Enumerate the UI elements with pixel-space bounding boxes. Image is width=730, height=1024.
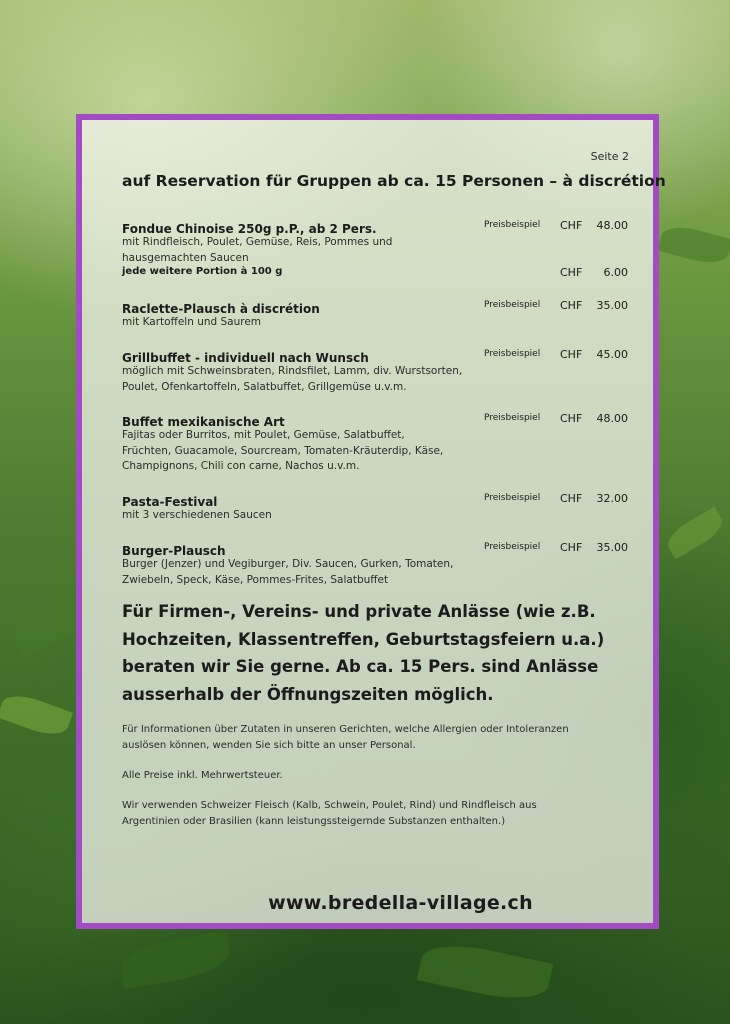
meat-origin-note: Wir verwenden Schweizer Fleisch (Kalb, Schwein, Poulet, Rind) und Rindfleisch aus Argentinien oder Brasilien (kann leistungssteigernde Substanzen enthalten.) [122,800,537,827]
item-title: Fondue Chinoise 250g p.P., ab 2 Pers. [122,222,377,236]
item-header [122,218,628,235]
item-header [122,347,628,364]
page-title: auf Reservation für Gruppen ab ca. 15 Personen – à discrétion [122,172,666,190]
item-description: mit 3 verschiedenen Saucen [122,509,272,521]
menu-item-pasta-festival [122,491,628,524]
item-title: Burger-Plausch [122,544,226,558]
extra-portion-price: 6.00 [603,266,628,279]
item-description: Burger (Jenzer) und Vegiburger, Div. Saucen, Gurken, Tomaten, Zwiebeln, Speck, Käse, Pommes-Frites, Salatbuffet [122,558,454,586]
price-example-label: Preisbeispiel [484,349,541,359]
price-example-label: Preisbeispiel [484,300,541,310]
leaf-decoration [657,221,730,268]
menu-item-burger-plausch [122,540,628,588]
leaf-decoration [417,937,553,1007]
item-header [122,540,628,557]
item-title: Buffet mexikanische Art [122,415,285,429]
allergy-note: Für Informationen über Zutaten in unseren Gerichten, welche Allergien oder Intoleranzen auslösen können, wenden Sie sich bitte an unser Personal. [122,724,569,751]
menu-panel [76,114,666,929]
item-price: 48.00 [596,219,628,232]
currency-label: CHF [560,348,583,361]
menu-item-mexican-buffet [122,411,628,475]
item-description: möglich mit Schweinsbraten, Rindsfilet, Lamm, div. Wurstsorten, Poulet, Ofenkartoffeln, Salatbuffet, Grillgemüse u.v.m. [122,365,463,393]
currency-label: CHF [560,541,583,554]
leaf-decoration [663,507,728,560]
price-example-label: Preisbeispiel [484,493,541,503]
item-header [122,298,628,315]
item-price: 45.00 [596,348,628,361]
item-title: Raclette-Plausch à discrétion [122,302,320,316]
currency-label: CHF [560,219,583,232]
item-title: Pasta-Festival [122,495,218,509]
menu-item-grillbuffet [122,347,628,395]
item-description: mit Rindfleisch, Poulet, Gemüse, Reis, Pommes und hausgemachten Saucen [122,236,393,264]
item-price: 35.00 [596,541,628,554]
item-price: 48.00 [596,412,628,425]
item-header [122,491,628,508]
price-example-label: Preisbeispiel [484,413,541,423]
price-example-label: Preisbeispiel [484,542,541,552]
currency-label: CHF [560,266,583,279]
menu-item-fondue [122,218,628,281]
item-description: mit Kartoffeln und Saurem [122,316,262,328]
extra-portion-label: jede weitere Portion à 100 g [122,266,283,277]
events-info-text: Für Firmen-, Vereins- und private Anlässe (wie z.B. Hochzeiten, Klassentreffen, Geburtstagsfeiern u.a.) beraten wir Sie gerne. Ab ca. 15 Pers. sind Anlässe ausserhalb der Öffnungszeiten möglich. [122,602,605,704]
item-header [122,411,628,428]
leaf-decoration [117,931,232,989]
item-description: Fajitas oder Burritos, mit Poulet, Gemüse, Salatbuffet, Früchten, Guacamole, Sourcream, Tomaten-Kräuterdip, Käse, Champignons, Chili con carne, Nachos u.v.m. [122,429,444,472]
vat-note: Alle Preise inkl. Mehrwertsteuer. [122,770,283,781]
item-price: 35.00 [596,299,628,312]
item-title: Grillbuffet - individuell nach Wunsch [122,351,369,365]
currency-label: CHF [560,492,583,505]
price-example-label: Preisbeispiel [484,220,541,230]
currency-label: CHF [560,412,583,425]
currency-label: CHF [560,299,583,312]
extra-portion-row [122,266,628,281]
leaf-decoration [0,689,73,741]
item-price: 32.00 [596,492,628,505]
menu-item-raclette [122,298,628,331]
website-link[interactable]: www.bredella-village.ch [268,892,533,914]
page-number: Seite 2 [590,150,629,163]
